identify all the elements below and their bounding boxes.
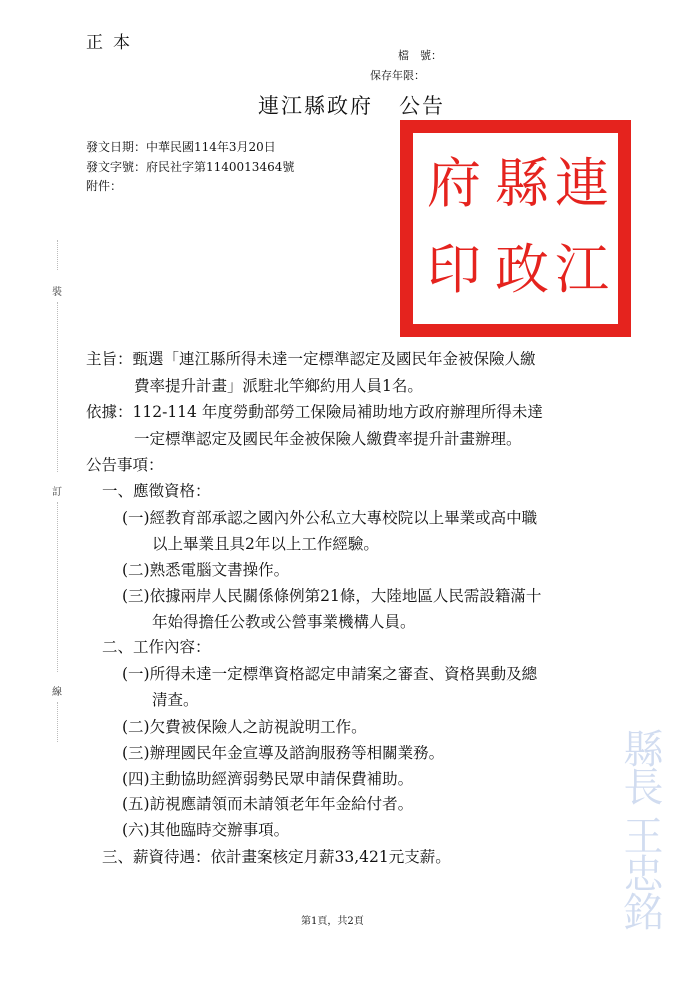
list-item: (二)欠費被保險人之訪視說明工作。 bbox=[122, 718, 367, 736]
binding-line bbox=[57, 502, 58, 672]
salary-line: 三、薪資待遇：依計畫案核定月薪33,421元支薪。 bbox=[102, 848, 451, 866]
subject-line: 主旨：甄選「連江縣所得未達一定標準認定及國民年金被保險人繳 bbox=[86, 350, 536, 368]
seal-char: 江 bbox=[555, 238, 609, 301]
list-item-continued: 年始得擔任公教或公營事業機構人員。 bbox=[152, 613, 416, 631]
list-item: (三)依據兩岸人民關係條例第21條，大陸地區人民需設籍滿十 bbox=[122, 587, 542, 605]
binding-line bbox=[57, 302, 58, 472]
notice-heading: 公告事項： bbox=[86, 456, 164, 474]
list-item-continued: 以上畢業且具2年以上工作經驗。 bbox=[152, 535, 379, 553]
seal-char: 連 bbox=[555, 152, 609, 215]
official-seal bbox=[400, 120, 631, 337]
list-item: (四)主動協助經濟弱勢民眾申請保費補助。 bbox=[122, 770, 414, 788]
section-heading: 二、工作內容： bbox=[102, 638, 211, 656]
document-title bbox=[258, 90, 445, 120]
attachment-label: 附件： bbox=[86, 179, 123, 193]
page-number: 第1頁，共2頁 bbox=[301, 916, 364, 927]
binding-line bbox=[57, 702, 58, 742]
doc-no-label: 檔 號： bbox=[398, 49, 442, 62]
margin-mark-staple: 訂 bbox=[52, 487, 62, 498]
title-org: 連江縣政府 bbox=[258, 94, 373, 118]
issue-date: 發文日期：中華民國114年3月20日 bbox=[86, 140, 276, 154]
binding-line bbox=[57, 240, 58, 270]
list-item-continued: 清查。 bbox=[152, 691, 199, 709]
basis-line: 依據：112-114 年度勞動部勞工保險局補助地方政府辦理所得未達 bbox=[86, 403, 543, 421]
list-item: (五)訪視應請領而未請領老年年金給付者。 bbox=[122, 795, 414, 813]
seal-char: 縣 bbox=[495, 152, 549, 215]
copy-label: 正本 bbox=[86, 33, 140, 53]
title-type: 公告 bbox=[399, 94, 445, 118]
list-item: (六)其他臨時交辦事項。 bbox=[122, 821, 290, 839]
section-heading: 一、應徵資格： bbox=[102, 482, 211, 500]
seal-char: 府 bbox=[427, 152, 481, 215]
list-item: (一)經教育部承認之國內外公私立大專校院以上畢業或高中職 bbox=[122, 509, 538, 527]
list-item: (三)辦理國民年金宣導及諮詢服務等相關業務。 bbox=[122, 744, 445, 762]
retention-label: 保存年限： bbox=[370, 69, 425, 82]
basis-line: 一定標準認定及國民年金被保險人繳費率提升計畫辦理。 bbox=[134, 430, 522, 448]
seal-char: 印 bbox=[427, 238, 481, 301]
margin-mark-bind: 裝 bbox=[52, 287, 62, 298]
signature-watermark: 縣長 王忠銘 bbox=[617, 728, 663, 929]
margin-mark-line: 線 bbox=[52, 687, 62, 698]
seal-char: 政 bbox=[495, 238, 549, 301]
subject-line: 費率提升計畫」派駐北竿鄉約用人員1名。 bbox=[134, 377, 423, 395]
list-item: (一)所得未達一定標準資格認定申請案之審查、資格異動及總 bbox=[122, 665, 538, 683]
list-item: (二)熟悉電腦文書操作。 bbox=[122, 561, 290, 579]
doc-number: 發文字號：府民社字第1140013464號 bbox=[86, 160, 295, 174]
